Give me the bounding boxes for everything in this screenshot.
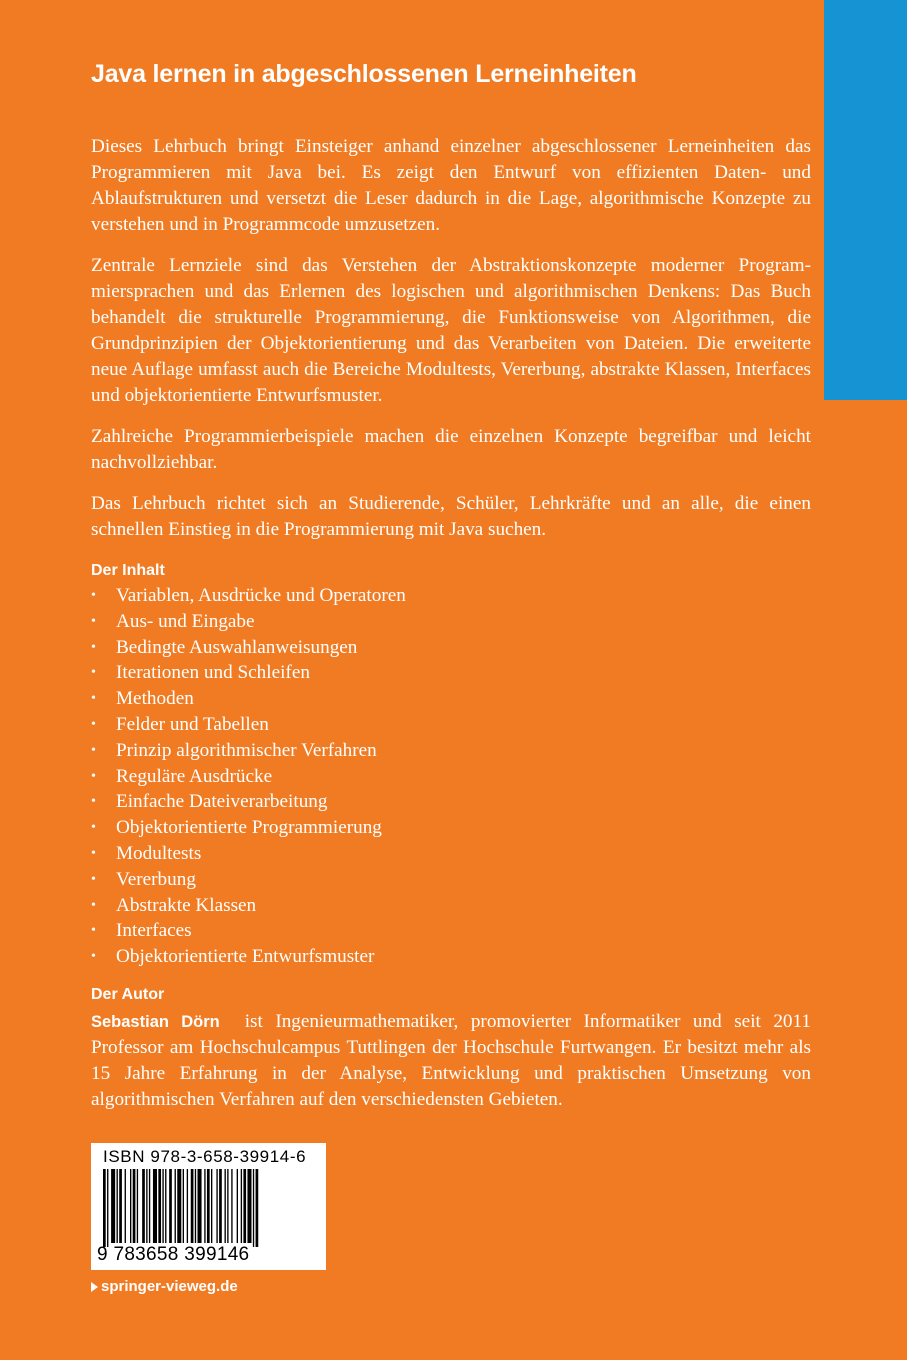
contents-item: • Reguläre Ausdrücke [91,764,811,790]
barcode-bar [146,1169,147,1243]
barcode-bar [204,1169,205,1243]
description-paragraph: Zentrale Lernziele sind das Verstehen der Abstraktionskonzepte moderner Programmiersprachen und das Erlernen des logischen und algorithmischen Denkens: Das Buch behandelt die strukturelle Programmierung, die Funktionsweise von Algorithmen, die Grundprinzipien der Objektorientierung und das Verarbeiten von Dateien. Die erweiterte neue Auflage umfasst auch die Bereiche Modultests, Vererbung, abstrakte Klassen, Interfaces und objektorientierte Entwurfsmuster. [91,255,811,406]
barcode-bar [227,1169,228,1243]
barcode-bar [169,1169,172,1243]
isbn-barcode [91,1143,326,1270]
publisher-link[interactable] [91,1276,238,1298]
description-paragraph: Das Lehrbuch richtet sich an Studierende, Schüler, Lehrkräfte und an alle, die einen schnellen Einstieg in die Programmierung mit Java suchen. [91,493,811,540]
barcode-bar [142,1169,145,1243]
barcode-bar [183,1169,184,1243]
contents-item: • Interfaces [91,918,811,944]
barcode-bar [137,1169,138,1243]
barcode-bar [253,1169,254,1247]
contents-item: • Methoden [91,686,811,712]
isbn-label: ISBN 978-3-658-39914-6 [103,1147,307,1166]
barcode-bar [195,1169,196,1243]
barcode-bar [211,1169,212,1243]
barcode-bar [216,1169,217,1243]
contents-item: • Felder und Tabellen [91,712,811,738]
barcode-bar [158,1169,161,1243]
contents-list [91,583,811,970]
barcode-bar [162,1169,163,1243]
barcode-bar [153,1169,157,1243]
accent-stripe [824,0,907,400]
contents-item: • Iterationen und Schleifen [91,660,811,686]
barcode-bar [241,1169,242,1243]
barcode-bar [256,1169,259,1247]
description-paragraph: Zahlreiche Programmierbeispiele machen die einzelnen Konzepte begreifbar und leicht nachvollziehbar. [91,426,811,473]
barcode-bar [207,1169,210,1243]
cover-text-block [91,56,811,1113]
contents-item: • Prinzip algorithmischer Verfahren [91,738,811,764]
barcode-bar [219,1169,222,1243]
contents-item: • Vererbung [91,867,811,893]
author-bio-text: ist Ingenieurmathematiker, promovierter Informatiker und seit 2011 Professor am Hochschulcampus Tuttlingen der Hochschule Furtwangen. Er besitzt mehr als 15 Jahre Erfahrung in der Analyse, Entwicklung und praktischen Umsetzung von algorithmischen Verfahren auf den verschiedensten Gebieten. [91,1010,811,1110]
barcode-bar [117,1169,118,1243]
contents-item: • Variablen, Ausdrücke und Operatoren [91,583,811,609]
barcode-bar [130,1169,131,1243]
contents-item: • Bedingte Auswahlanweisungen [91,635,811,661]
arrow-right-icon [91,1282,98,1292]
barcode-bar [149,1169,150,1243]
contents-item: • Aus- und Eingabe [91,609,811,635]
barcode-bar [177,1169,181,1243]
barcode-bar [247,1169,251,1243]
barcode-bar [225,1169,226,1243]
barcode-digits: 9 783658 399146 [97,1244,250,1265]
barcode-bar [133,1169,136,1243]
cover-title: Java lernen in abgeschlossenen Lerneinheiten [91,60,637,88]
contents-item: • Einfache Dateiverarbeitung [91,789,811,815]
barcode-bar [243,1169,246,1243]
barcode-bar [198,1169,202,1243]
author-heading: Der Autor [91,985,165,1003]
barcode-bar [191,1169,194,1243]
publisher-url: springer-vieweg.de [101,1278,238,1295]
contents-item: • Modultests [91,841,811,867]
author-name: Sebastian Dörn [91,1012,220,1031]
contents-item: • Abstrakte Klassen [91,893,811,919]
contents-item: • Objektorientierte Programmierung [91,815,811,841]
author-bio [91,1009,811,1113]
barcode-bar [125,1169,126,1243]
contents-item: • Objektorientierte Entwurfsmuster [91,944,811,970]
barcode-bar [231,1169,232,1243]
contents-heading: Der Inhalt [91,562,165,579]
barcode-bar [237,1169,238,1243]
barcode-bar [175,1169,176,1243]
barcode-bar [165,1169,166,1243]
barcode-bar [107,1169,108,1247]
description-paragraph: Dieses Lehrbuch bringt Einsteiger anhand einzelner abgeschlossener Lerneinheiten das Programmieren mit Java bei. Es zeigt den Entwurf von effizienten Daten- und Ablaufstrukturen und versetzt die Leser dadurch in die Lage, algorithmische Konzepte zu verstehen und in Programmcode umzusetzen. [91,136,811,235]
barcode-bar [187,1169,188,1243]
barcode-bar [119,1169,122,1243]
barcode-bar [111,1169,115,1243]
barcode-bar [103,1169,106,1247]
